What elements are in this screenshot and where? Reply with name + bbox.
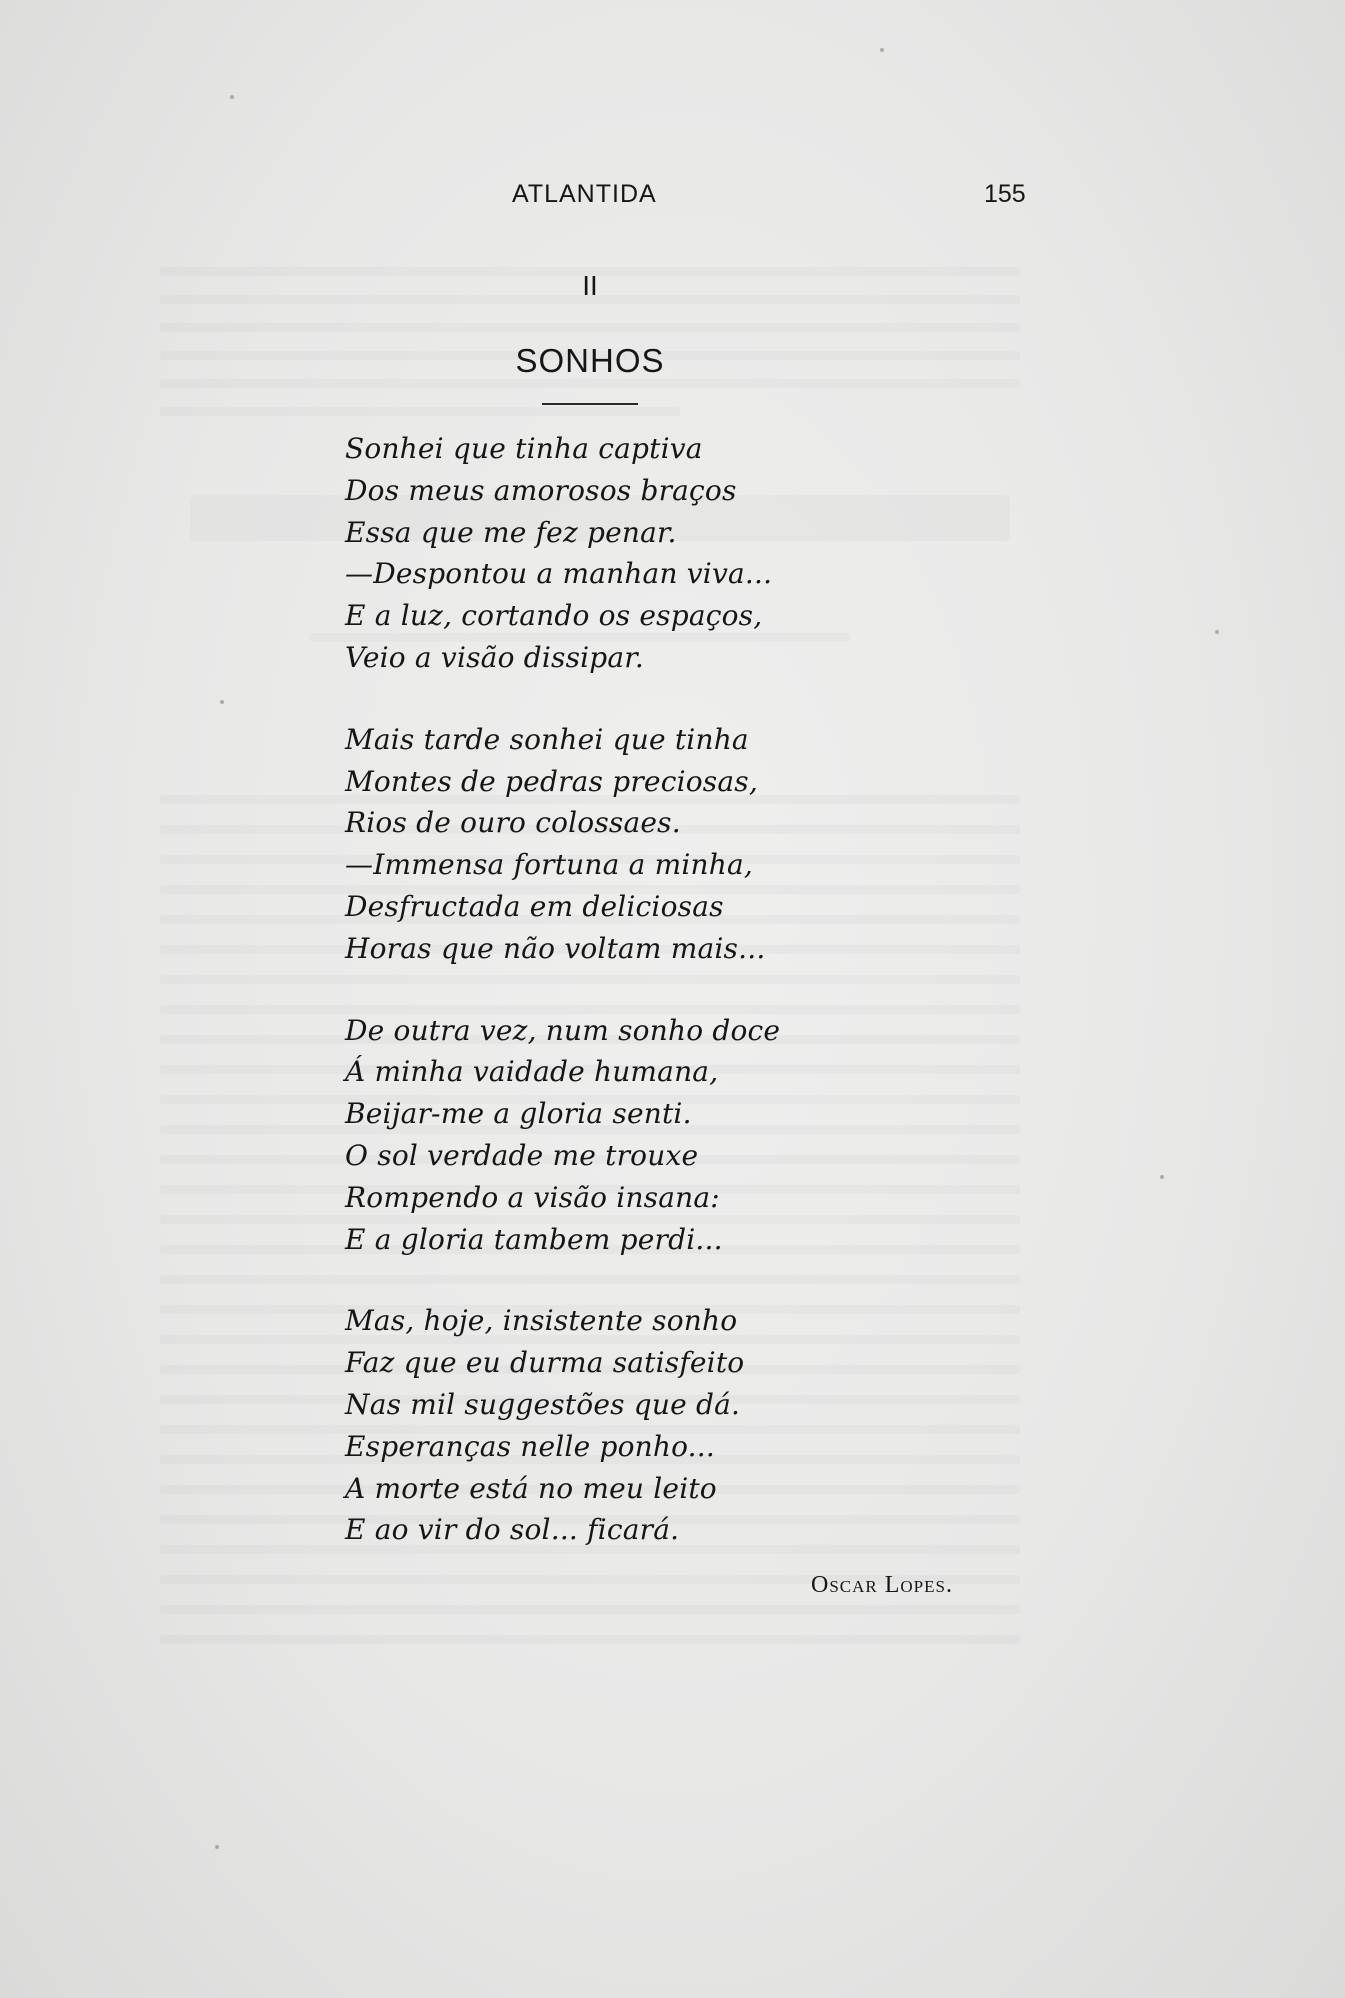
verse-line: E ao vir do sol... ficará. <box>345 1513 680 1547</box>
verse-line: Á minha vaidade humana, <box>345 1055 719 1089</box>
verse-line: De outra vez, num sonho doce <box>345 1013 781 1047</box>
verse-line: Esperanças nelle ponho... <box>345 1429 715 1463</box>
verse-line: O sol verdade me trouxe <box>345 1138 699 1172</box>
verse-line: Desfructada em deliciosas <box>345 889 724 923</box>
verse-line: E a gloria tambem perdi... <box>345 1222 723 1256</box>
author-signature: Oscar Lopes. <box>811 1572 953 1598</box>
verse-line: A morte está no meu leito <box>345 1471 717 1505</box>
page-number: 155 <box>984 180 1026 208</box>
verse-line: Horas que não voltam mais... <box>345 931 766 965</box>
section-number: II <box>582 270 598 301</box>
stanza-3 <box>345 1010 1065 1261</box>
running-head <box>0 180 1345 214</box>
verse-line: —Immensa fortuna a minha, <box>345 848 754 882</box>
stanza-4 <box>345 1300 1065 1551</box>
verse-line: E a luz, cortando os espaços, <box>345 599 763 633</box>
stanza-2 <box>345 719 1065 970</box>
verse-line: Rios de ouro colossaes. <box>345 806 681 840</box>
paper-speck <box>1160 1175 1164 1179</box>
verse-line: Essa que me fez penar. <box>345 515 677 549</box>
poem-title: SONHOS <box>515 342 665 379</box>
running-title: ATLANTIDA <box>512 180 657 208</box>
verse-line: —Despontou a manhan viva... <box>345 557 773 591</box>
poem-body <box>345 428 1065 1591</box>
paper-speck <box>880 48 884 52</box>
verse-line: Mas, hoje, insistente sonho <box>345 1304 738 1338</box>
verse-line: Veio a visão dissipar. <box>345 640 644 674</box>
verse-line: Faz que eu durma satisfeito <box>345 1346 745 1380</box>
verse-line: Sonhei que tinha captiva <box>345 432 703 465</box>
stanza-1 <box>345 428 1065 679</box>
verse-line: Beijar-me a gloria senti. <box>345 1097 692 1131</box>
verse-line: Mais tarde sonhei que tinha <box>345 722 749 756</box>
paper-speck <box>220 700 224 704</box>
paper-speck <box>230 95 234 99</box>
title-rule <box>542 403 638 405</box>
verse-line: Rompendo a visão insana: <box>345 1180 720 1214</box>
paper-speck <box>215 1845 219 1849</box>
paper-speck <box>1215 630 1219 634</box>
verse-line: Montes de pedras preciosas, <box>345 764 758 798</box>
verse-line: Nas mil suggestões que dá. <box>345 1387 741 1421</box>
verse-line: Dos meus amorosos braços <box>345 473 737 507</box>
